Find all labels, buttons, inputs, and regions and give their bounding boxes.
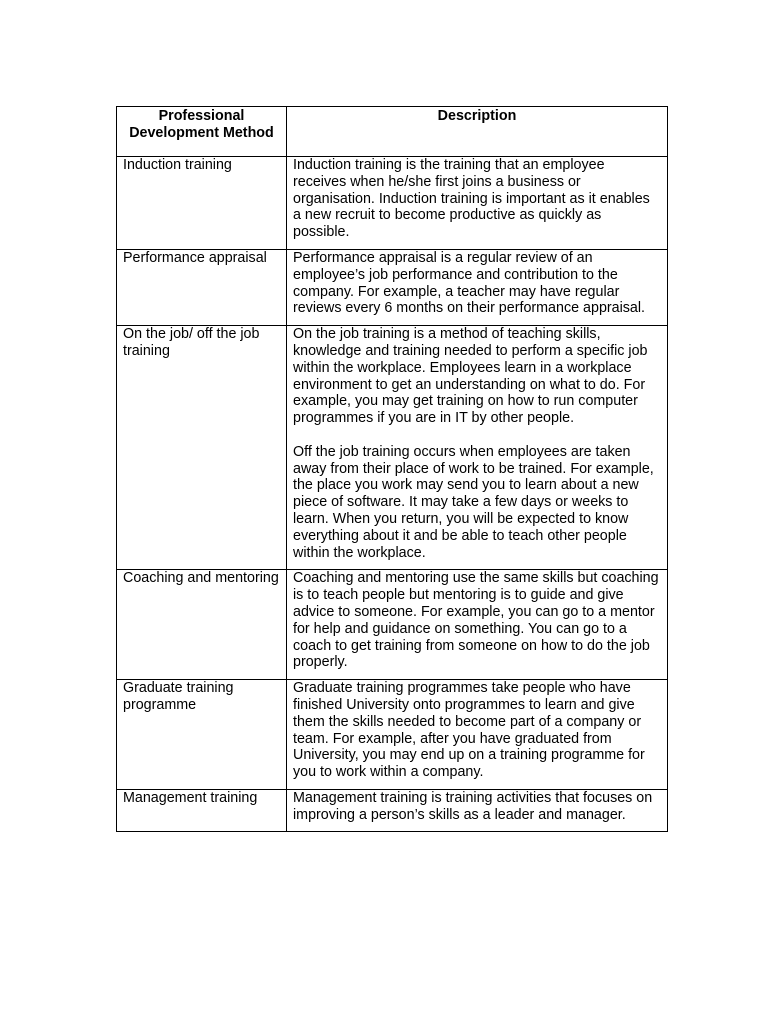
table-row — [117, 249, 668, 325]
professional-development-table — [116, 106, 668, 832]
method-cell: Induction training — [117, 157, 287, 250]
method-cell: Management training — [117, 789, 287, 832]
description-cell — [287, 249, 668, 325]
method-cell: On the job/ off the job training — [117, 326, 287, 570]
table-row — [117, 326, 668, 570]
description-paragraph: Management training is training activities that focuses on improving a person’s skills as a leader and manager. — [293, 789, 653, 823]
description-paragraph: On the job training is a method of teaching skills, knowledge and training needed to perform a specific job within the workplace. Employees learn in a workplace environment to get an understanding on what to do. For example, you may get training on how to run computer programmes if you are in IT by other people. — [293, 326, 648, 427]
table-row — [117, 789, 668, 832]
description-cell — [287, 570, 668, 680]
table-row — [117, 570, 668, 680]
description-paragraph: Off the job training occurs when employees are taken away from their place of work to be trained. For example, the place you work may send you to learn about a new piece of software. It may take a few days or weeks to learn. When you return, you will be expected to know everything about it and be able to teach other people within the workplace. — [293, 443, 654, 561]
description-paragraph: Induction training is the training that an employee receives when he/she first joins a business or organisation. Induction training is important as it enables a new recruit to become productive as quickly as possible. — [293, 157, 650, 241]
description-cell — [287, 326, 668, 570]
description-cell — [287, 157, 668, 250]
method-cell: Graduate training programme — [117, 680, 287, 790]
description-paragraph: Performance appraisal is a regular review of an employee’s job performance and contribution to the company. For example, a teacher may have regular reviews every 6 months on their performance appraisal. — [293, 249, 646, 317]
method-cell: Performance appraisal — [117, 249, 287, 325]
table-body — [117, 157, 668, 832]
header-description: Description — [287, 107, 668, 157]
table-header-row — [117, 107, 668, 157]
description-paragraph: Coaching and mentoring use the same skills but coaching is to teach people but mentoring is to guide and give advice to someone. For example, you can go to a mentor for help and guidance on something. You can go to a coach to get training from someone on how to do the job properly. — [293, 570, 659, 671]
description-paragraph: Graduate training programmes take people who have finished University onto programmes to learn and give them the skills needed to become part of a company or team. For example, after you have graduated from University, you may end up on a training programme for you to work within a company. — [293, 680, 645, 781]
description-cell — [287, 789, 668, 832]
description-cell — [287, 680, 668, 790]
method-cell: Coaching and mentoring — [117, 570, 287, 680]
header-method: Professional Development Method — [117, 107, 287, 157]
table-row — [117, 157, 668, 250]
table-row — [117, 680, 668, 790]
